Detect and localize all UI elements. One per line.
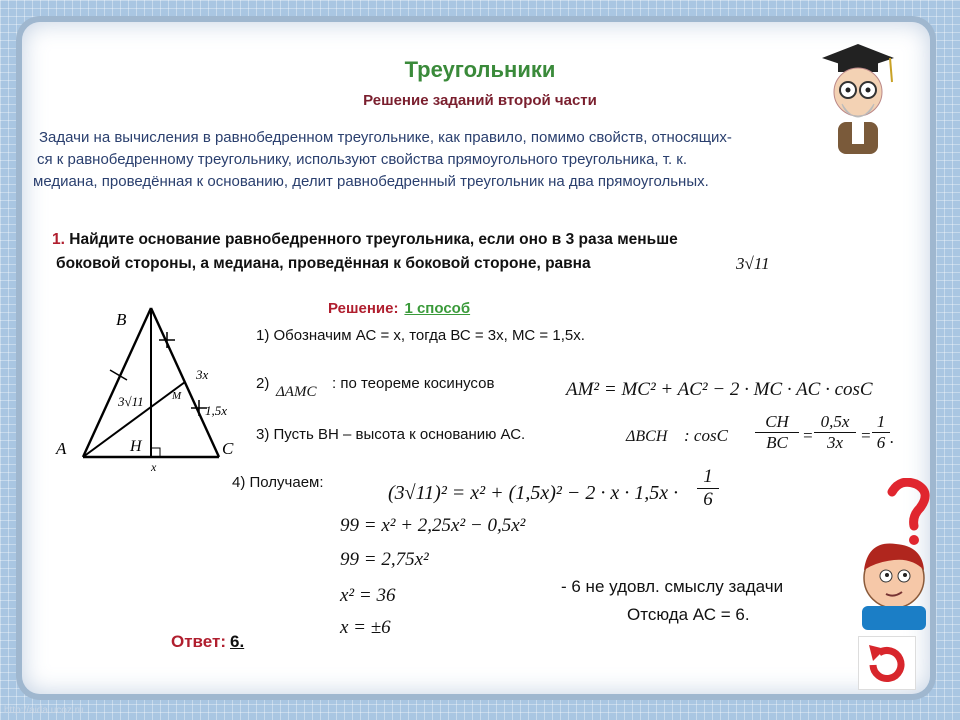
equation-4: x = ±6 <box>340 617 391 638</box>
step-2-triangle: ΔAMC <box>276 384 317 400</box>
segment-15x-label: 1,5x <box>205 403 228 418</box>
thinking-character-icon <box>856 478 938 630</box>
solution-label: Решение: <box>328 300 399 317</box>
fraction-ch: CH <box>755 412 799 433</box>
note-reject: - 6 не удовл. смыслу задачи <box>561 577 784 596</box>
step-3-triangle: ΔBCH <box>626 428 668 445</box>
slide-subtitle: Решение заданий второй части <box>363 92 597 109</box>
equation-1: 99 = x² + 2,25x² − 0,5x² <box>340 515 526 536</box>
back-button[interactable] <box>858 636 916 690</box>
fraction-1: 1 <box>872 412 890 433</box>
fraction-bc: BC <box>766 433 788 452</box>
step-2-number: 2) <box>256 375 270 392</box>
slide-title: Треугольники <box>404 57 556 82</box>
fraction-05x-3x <box>814 412 856 453</box>
vertex-c-label: C <box>222 439 234 458</box>
step-2-text: : по теореме косинусов <box>332 375 495 392</box>
task-line-1: Найдите основание равнобедренного треугольника, если оно в 3 раза меньше <box>69 231 678 248</box>
task-statement <box>52 228 678 276</box>
fraction-ch-bc <box>755 412 799 453</box>
fraction-05x: 0,5x <box>814 412 856 433</box>
note-conclusion: Отсюда АС = 6. <box>627 605 750 624</box>
fraction-1-6 <box>872 412 890 453</box>
step-3-cos: : cosC <box>684 426 728 445</box>
cosine-law-formula: AM² = MC² + AC² − 2 · MC · AC · cosC <box>566 379 873 400</box>
watermark: http://aida.ucoz.ru <box>4 705 84 716</box>
vertex-a-label: A <box>56 439 67 458</box>
point-h-label: H <box>130 438 142 455</box>
answer <box>171 632 244 652</box>
median-label: 3√11 <box>118 394 144 409</box>
triangle-figure <box>55 300 245 480</box>
equals-sign-2: = <box>860 426 872 445</box>
equation-fraction-num: 1 <box>697 466 719 489</box>
vertex-b-label: B <box>116 310 127 329</box>
step-3: 3) Пусть ВН – высота к основанию АС. <box>256 426 526 443</box>
side-3x-label: 3x <box>196 367 209 382</box>
point-m-label: M <box>172 390 182 402</box>
task-number: 1. <box>52 231 65 248</box>
answer-value: 6. <box>230 632 245 651</box>
undo-arrow-icon <box>859 637 915 689</box>
fraction-3x: 3x <box>826 433 844 452</box>
task-line-2: боковой стороны, а медиана, проведённая к боковой стороне, равна <box>56 255 591 272</box>
equals-sign-1: = <box>802 426 814 445</box>
answer-label: Ответ: <box>171 632 226 651</box>
base-x-label: x <box>151 460 157 474</box>
intro-line-3: медиана, проведённая к основанию, делит равнобедренный треугольник на два прямоугольных. <box>33 173 709 190</box>
equation-2: 99 = 2,75x² <box>340 549 429 570</box>
period-dot: . <box>890 428 895 447</box>
solution-method: 1 способ <box>404 300 471 317</box>
intro-line-2: ся к равнобедренному треугольнику, используют свойства прямоугольного треугольника, т. к. <box>37 151 688 168</box>
step-4: 4) Получаем: <box>232 474 324 491</box>
intro-text <box>33 127 938 193</box>
fraction-6: 6 <box>876 433 886 452</box>
equation-fraction <box>697 466 719 511</box>
solution-header <box>328 300 470 317</box>
equation-fraction-den: 6 <box>703 489 713 510</box>
equation-3: x² = 36 <box>340 585 396 606</box>
task-median-value: 3√11 <box>736 254 770 273</box>
intro-line-1: Задачи на вычисления в равнобедренном треугольнике, как правило, помимо свойств, относящих- <box>39 129 732 146</box>
step-1: 1) Обозначим АС = х, тогда ВС = 3х, МС = 1,5х. <box>256 327 585 344</box>
main-equation: (3√11)² = x² + (1,5x)² − 2 · x · 1,5x · <box>388 482 679 504</box>
